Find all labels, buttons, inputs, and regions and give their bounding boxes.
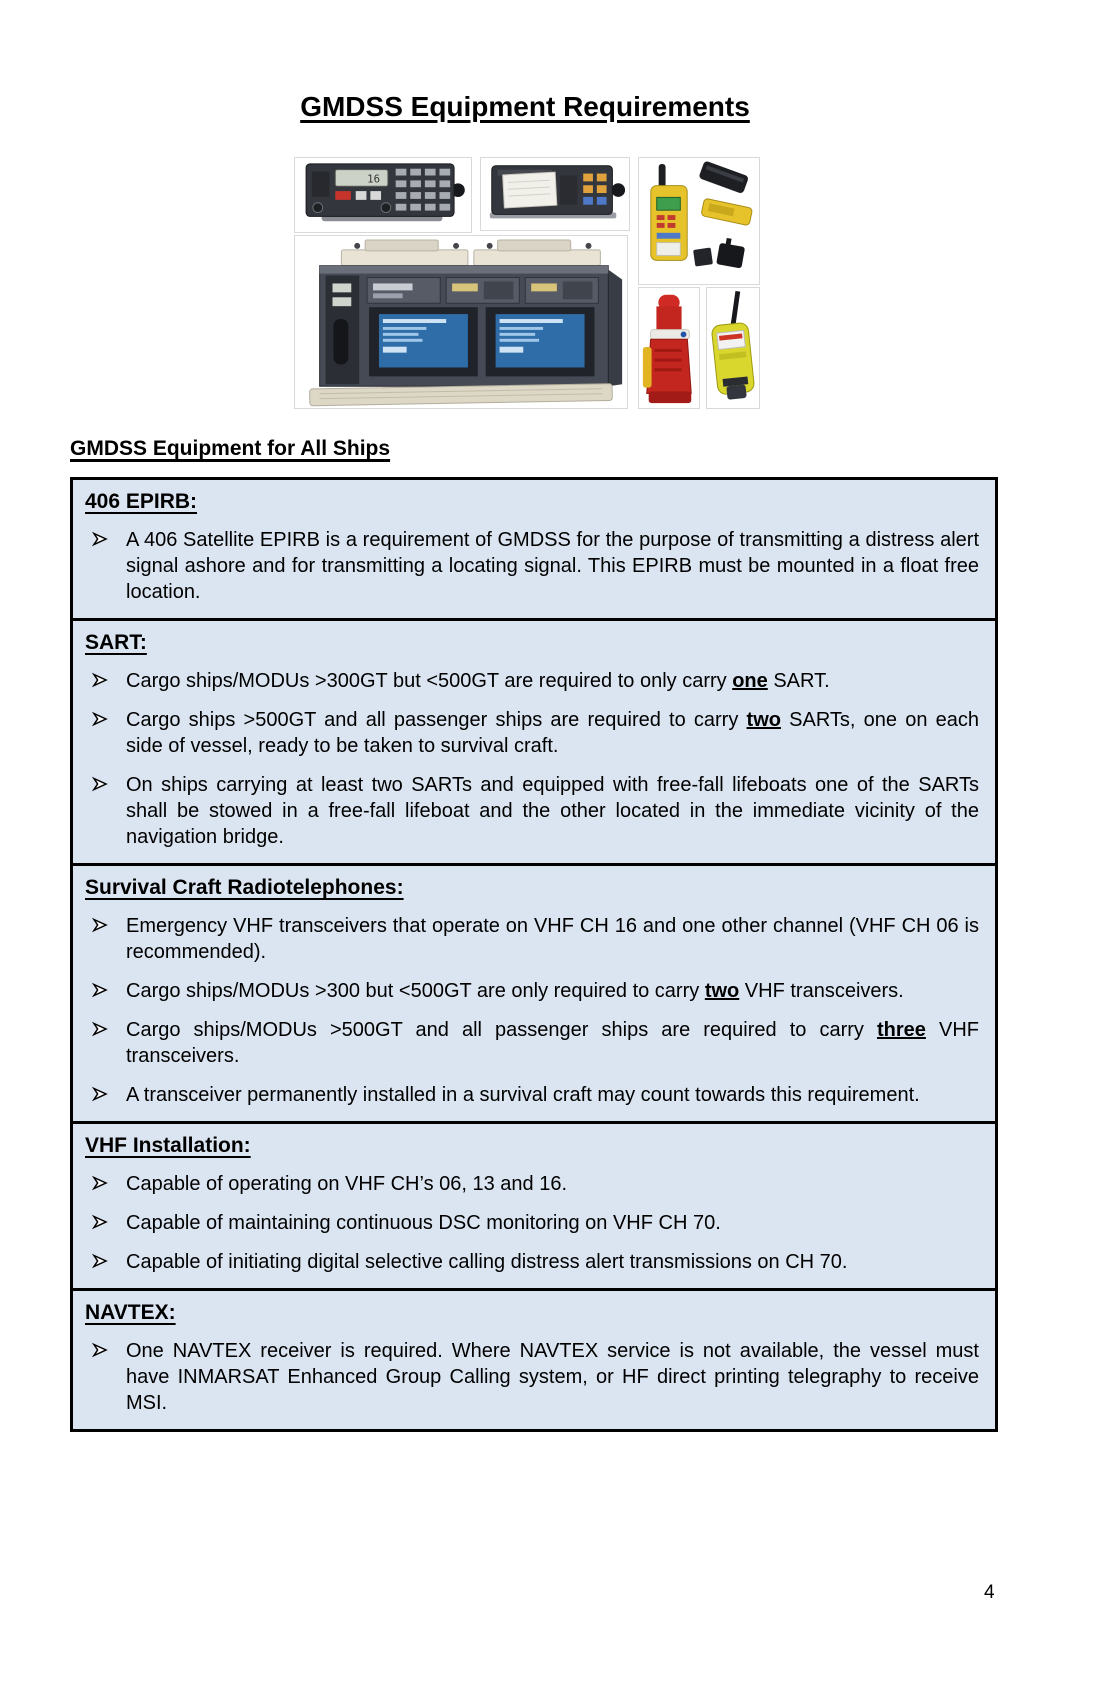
svg-text:16: 16 bbox=[367, 172, 381, 186]
bullet-text: Cargo ships/MODUs >500GT and all passenger ships are required to carry three VHF transceivers. bbox=[126, 1019, 979, 1067]
bullet-item bbox=[85, 1017, 979, 1069]
vhf-dsc-radiotelephone-photo bbox=[294, 157, 472, 233]
bullet-item bbox=[85, 1338, 979, 1416]
section-heading: Survival Craft Radiotelephones: bbox=[85, 876, 404, 899]
section-heading-all-ships: GMDSS Equipment for All Ships bbox=[70, 437, 391, 460]
bullet-text: Cargo ships/MODUs >300 but <500GT are only required to carry two VHF transceivers. bbox=[126, 980, 904, 1002]
section-heading: SART: bbox=[85, 631, 147, 654]
bullet-text: A transceiver permanently installed in a survival craft may count towards this requirement. bbox=[126, 1084, 920, 1106]
epirb-yellow-photo bbox=[706, 287, 760, 409]
epirb-red-photo bbox=[638, 287, 700, 409]
table-section bbox=[73, 1121, 995, 1288]
arrow-bullet-icon bbox=[85, 978, 126, 1004]
arrow-bullet-icon bbox=[85, 1171, 126, 1197]
bullet-text: Emergency VHF transceivers that operate on VHF CH 16 and one other channel (VHF CH 06 is recommended). bbox=[126, 915, 979, 963]
arrow-bullet-icon bbox=[85, 527, 126, 605]
equipment-photo-montage bbox=[278, 147, 760, 409]
mf-hf-gmdss-console-photo bbox=[294, 235, 628, 409]
table-section bbox=[73, 1288, 995, 1429]
arrow-bullet-icon bbox=[85, 913, 126, 965]
bullet-text: Cargo ships/MODUs >300GT but <500GT are required to only carry one SART. bbox=[126, 670, 830, 692]
bullet-text: One NAVTEX receiver is required. Where NAVTEX service is not available, the vessel must have INMARSAT Enhanced Group Calling system, or HF direct printing telegraphy to receive MSI. bbox=[126, 1340, 979, 1414]
bullet-item bbox=[85, 527, 979, 605]
section-heading: NAVTEX: bbox=[85, 1301, 176, 1324]
bullet-item bbox=[85, 1210, 979, 1236]
arrow-bullet-icon bbox=[85, 1082, 126, 1108]
table-section bbox=[73, 480, 995, 618]
bullet-item bbox=[85, 913, 979, 965]
bullet-item bbox=[85, 1171, 979, 1197]
bullet-item bbox=[85, 707, 979, 759]
bullet-item bbox=[85, 668, 979, 694]
arrow-bullet-icon bbox=[85, 772, 126, 850]
bullet-item bbox=[85, 772, 979, 850]
arrow-bullet-icon bbox=[85, 1249, 126, 1275]
gmdss-table bbox=[70, 477, 998, 1432]
arrow-bullet-icon bbox=[85, 1210, 126, 1236]
bullet-item bbox=[85, 1082, 979, 1108]
section-heading: VHF Installation: bbox=[85, 1134, 251, 1157]
handheld-vhf-kit-photo bbox=[638, 157, 760, 285]
bullet-text: Cargo ships >500GT and all passenger ships are required to carry two SARTs, one on each side of vessel, ready to be taken to survival craft. bbox=[126, 709, 980, 757]
arrow-bullet-icon bbox=[85, 1017, 126, 1069]
arrow-bullet-icon bbox=[85, 668, 126, 694]
bullet-item bbox=[85, 1249, 979, 1275]
page-number: 4 bbox=[984, 1582, 995, 1603]
section-heading: 406 EPIRB: bbox=[85, 490, 198, 513]
bullet-text: Capable of maintaining continuous DSC monitoring on VHF CH 70. bbox=[126, 1212, 721, 1234]
bullet-text: Capable of operating on VHF CH’s 06, 13 and 16. bbox=[126, 1173, 568, 1195]
page-title: GMDSS Equipment Requirements bbox=[300, 91, 750, 122]
table-section bbox=[73, 618, 995, 863]
bullet-text: On ships carrying at least two SARTs and equipped with free-fall lifeboats one of the SARTs shall be stowed in a free-fall lifeboat and the other located in the immediate vicinity of the navigation bridge. bbox=[126, 774, 979, 848]
arrow-bullet-icon bbox=[85, 1338, 126, 1416]
table-section bbox=[73, 863, 995, 1121]
bullet-text: Capable of initiating digital selective calling distress alert transmissions on CH 70. bbox=[126, 1251, 848, 1273]
arrow-bullet-icon bbox=[85, 707, 126, 759]
bullet-item bbox=[85, 978, 979, 1004]
navtex-receiver-photo bbox=[480, 157, 630, 231]
bullet-text: A 406 Satellite EPIRB is a requirement of GMDSS for the purpose of transmitting a distress alert signal ashore and for transmitting a locating signal. This EPIRB must be mounted in a float free location. bbox=[126, 529, 979, 603]
